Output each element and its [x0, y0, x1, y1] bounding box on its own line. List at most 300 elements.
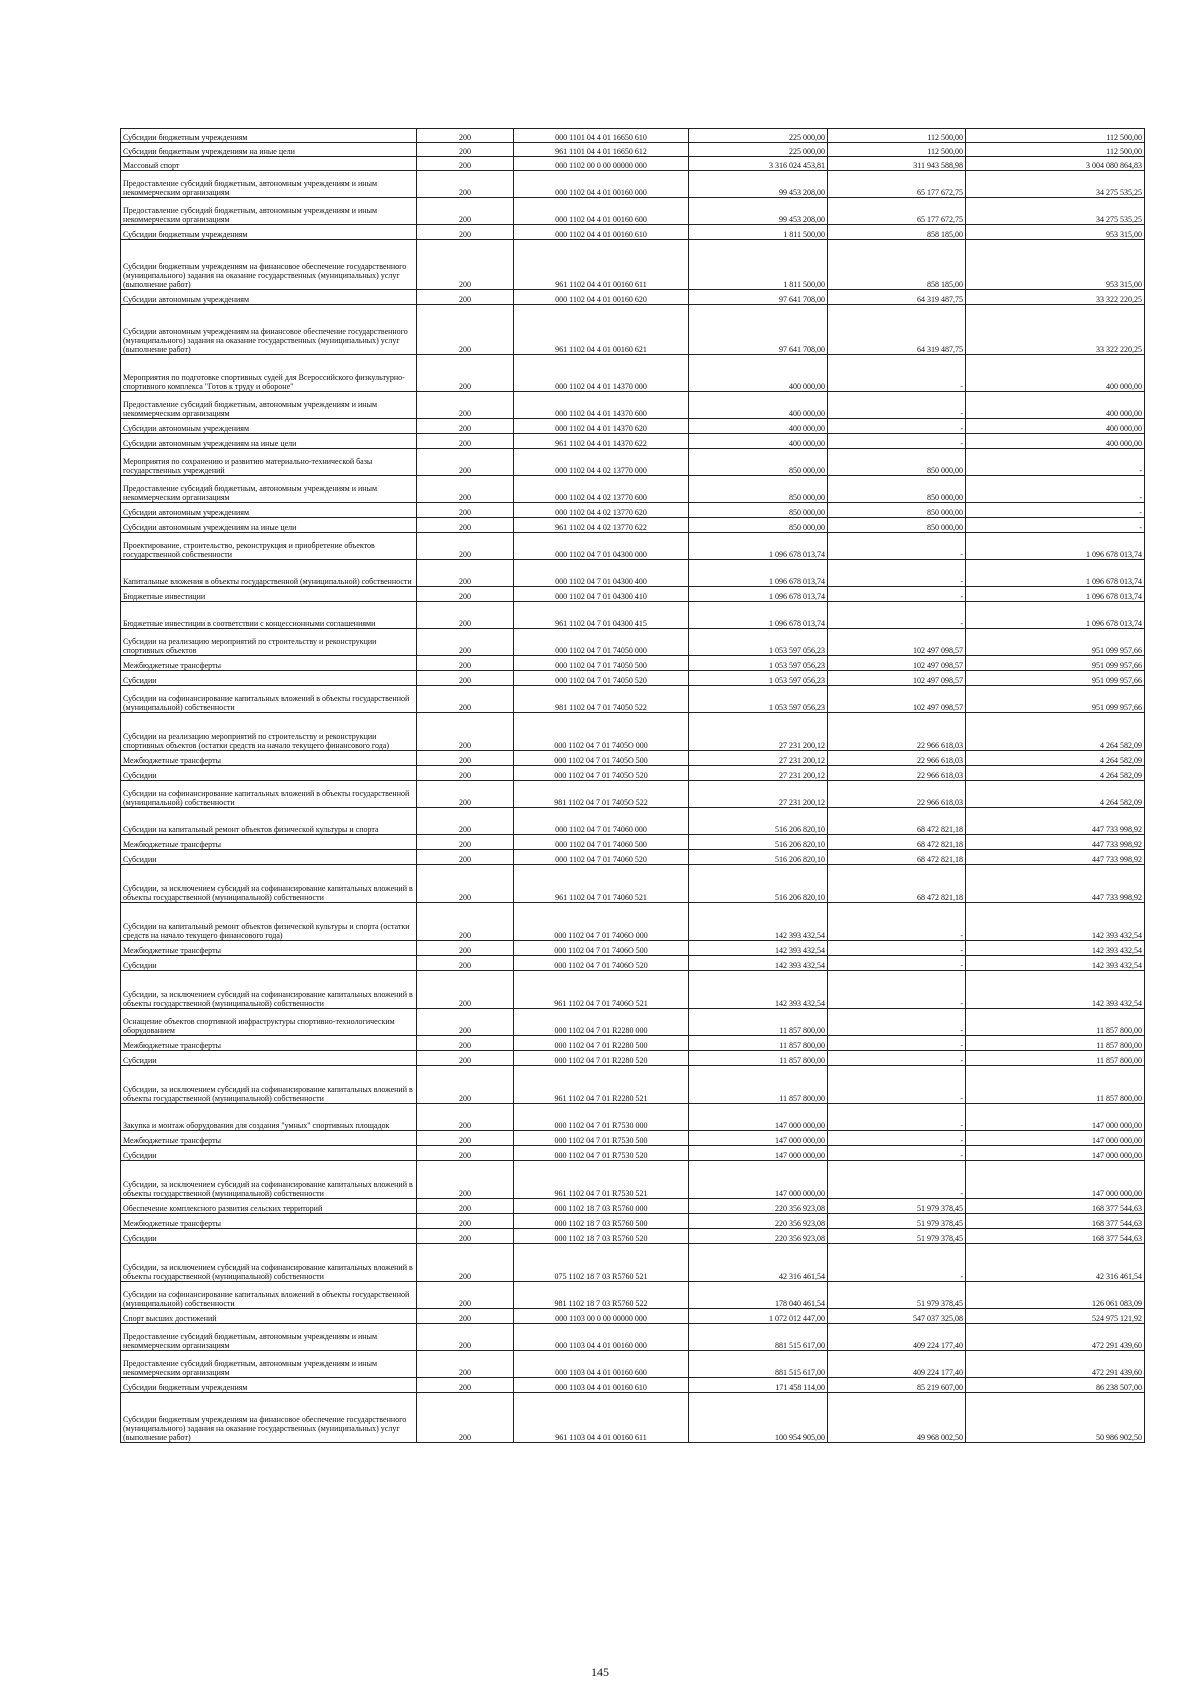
row-executed-amount: 102 497 098,57: [828, 671, 966, 686]
row-budget-code: 961 1102 04 7 01 74060 521: [514, 865, 689, 903]
row-budget-code: 000 1103 04 4 01 00160 610: [514, 1378, 689, 1393]
row-budget-code: 000 1102 04 4 01 14370 000: [514, 355, 689, 392]
row-line-code: 200: [417, 686, 514, 713]
row-executed-amount: 65 177 672,75: [828, 171, 966, 198]
table-row: [121, 305, 1145, 355]
table-row: [121, 602, 1145, 629]
row-budget-code: 000 1102 04 7 01 74050 500: [514, 656, 689, 671]
row-remaining-amount: 126 061 083,09: [966, 1282, 1145, 1309]
row-remaining-amount: 951 099 957,66: [966, 671, 1145, 686]
row-remaining-amount: 400 000,00: [966, 419, 1145, 434]
row-remaining-amount: 3 004 080 864,83: [966, 157, 1145, 171]
row-name: Субсидии бюджетным учреждениям на иные цели: [121, 143, 417, 157]
row-executed-amount: 102 497 098,57: [828, 629, 966, 656]
row-executed-amount: -: [828, 971, 966, 1009]
row-line-code: 200: [417, 1229, 514, 1244]
row-executed-amount: 850 000,00: [828, 503, 966, 518]
row-name: Мероприятия по подготовке спортивных судей для Всероссийского физкультурно-спортивного комплекса "Готов к труду и обороне": [121, 355, 417, 392]
row-executed-amount: 112 500,00: [828, 143, 966, 157]
row-approved-amount: 1 053 597 056,23: [689, 629, 828, 656]
row-budget-code: 000 1102 18 7 03 R5760 520: [514, 1229, 689, 1244]
row-remaining-amount: 400 000,00: [966, 434, 1145, 449]
row-remaining-amount: -: [966, 518, 1145, 533]
row-line-code: 200: [417, 171, 514, 198]
row-budget-code: 961 1102 04 4 01 14370 622: [514, 434, 689, 449]
row-name: Субсидии на софинансирование капитальных вложений в объекты государственной (муниципальной) собственности: [121, 1282, 417, 1309]
row-executed-amount: -: [828, 1066, 966, 1104]
row-name: Обеспечение комплексного развития сельских территорий: [121, 1199, 417, 1214]
row-executed-amount: 68 472 821,18: [828, 865, 966, 903]
row-line-code: 200: [417, 1244, 514, 1282]
row-name: Субсидии бюджетным учреждениям на финансовое обеспечение государственного (муниципального) задания на оказание государственных (муниципальных) услуг (выполнение работ): [121, 1393, 417, 1443]
table-row: [121, 1214, 1145, 1229]
row-budget-code: 000 1102 04 7 01 R7530 500: [514, 1131, 689, 1146]
row-line-code: 200: [417, 129, 514, 143]
row-approved-amount: 3 316 024 453,81: [689, 157, 828, 171]
table-row: [121, 171, 1145, 198]
row-name: Субсидии, за исключением субсидий на софинансирование капитальных вложений в объекты государственной (муниципальной) собственности: [121, 1066, 417, 1104]
table-row: [121, 808, 1145, 835]
row-executed-amount: 850 000,00: [828, 476, 966, 503]
row-line-code: 200: [417, 1009, 514, 1036]
row-remaining-amount: 33 322 220,25: [966, 305, 1145, 355]
table-row: [121, 686, 1145, 713]
row-executed-amount: -: [828, 1244, 966, 1282]
table-row: [121, 1244, 1145, 1282]
row-executed-amount: 22 966 618,03: [828, 751, 966, 766]
row-executed-amount: 51 979 378,45: [828, 1229, 966, 1244]
row-line-code: 200: [417, 503, 514, 518]
row-executed-amount: 51 979 378,45: [828, 1199, 966, 1214]
row-line-code: 200: [417, 850, 514, 865]
row-approved-amount: 516 206 820,10: [689, 850, 828, 865]
row-approved-amount: 516 206 820,10: [689, 865, 828, 903]
table-row: [121, 1351, 1145, 1378]
row-remaining-amount: 34 275 535,25: [966, 198, 1145, 225]
row-approved-amount: 97 641 708,00: [689, 290, 828, 305]
row-line-code: 200: [417, 835, 514, 850]
row-approved-amount: 850 000,00: [689, 449, 828, 476]
row-approved-amount: 142 393 432,54: [689, 956, 828, 971]
row-budget-code: 961 1102 04 7 01 04300 415: [514, 602, 689, 629]
row-executed-amount: -: [828, 419, 966, 434]
row-remaining-amount: 11 857 800,00: [966, 1009, 1145, 1036]
row-budget-code: 000 1103 04 4 01 00160 600: [514, 1351, 689, 1378]
row-remaining-amount: 953 315,00: [966, 240, 1145, 290]
row-executed-amount: -: [828, 560, 966, 587]
row-approved-amount: 1 096 678 013,74: [689, 602, 828, 629]
row-approved-amount: 142 393 432,54: [689, 941, 828, 956]
row-line-code: 200: [417, 1146, 514, 1161]
row-name: Межбюджетные трансферты: [121, 1036, 417, 1051]
row-line-code: 200: [417, 419, 514, 434]
table-row: [121, 671, 1145, 686]
table-row: [121, 198, 1145, 225]
row-budget-code: 000 1102 04 4 01 14370 600: [514, 392, 689, 419]
row-line-code: 200: [417, 560, 514, 587]
row-executed-amount: 64 319 487,75: [828, 305, 966, 355]
row-executed-amount: 68 472 821,18: [828, 850, 966, 865]
table-row: [121, 629, 1145, 656]
table-row: [121, 971, 1145, 1009]
row-approved-amount: 225 000,00: [689, 129, 828, 143]
row-approved-amount: 516 206 820,10: [689, 835, 828, 850]
row-name: Субсидии на софинансирование капитальных вложений в объекты государственной (муниципальной) собственности: [121, 781, 417, 808]
row-approved-amount: 27 231 200,12: [689, 713, 828, 751]
row-approved-amount: 147 000 000,00: [689, 1131, 828, 1146]
table-row: [121, 587, 1145, 602]
row-name: Субсидии, за исключением субсидий на софинансирование капитальных вложений в объекты государственной (муниципальной) собственности: [121, 1244, 417, 1282]
table-row: [121, 903, 1145, 941]
row-approved-amount: 178 040 461,54: [689, 1282, 828, 1309]
table-row: [121, 1309, 1145, 1324]
row-remaining-amount: 86 238 507,00: [966, 1378, 1145, 1393]
row-remaining-amount: 42 316 461,54: [966, 1244, 1145, 1282]
table-row: [121, 1066, 1145, 1104]
row-approved-amount: 99 453 208,00: [689, 198, 828, 225]
row-line-code: 200: [417, 1309, 514, 1324]
table-row: [121, 751, 1145, 766]
row-executed-amount: -: [828, 355, 966, 392]
row-remaining-amount: 112 500,00: [966, 143, 1145, 157]
table-row: [121, 956, 1145, 971]
row-name: Субсидии бюджетным учреждениям: [121, 225, 417, 240]
row-name: Предоставление субсидий бюджетным, автономным учреждениям и иным некоммерческим организациям: [121, 392, 417, 419]
row-executed-amount: 51 979 378,45: [828, 1214, 966, 1229]
row-remaining-amount: 4 264 582,09: [966, 781, 1145, 808]
row-line-code: 200: [417, 751, 514, 766]
row-budget-code: 000 1102 04 4 02 13770 600: [514, 476, 689, 503]
budget-table-body: [121, 129, 1145, 1443]
row-budget-code: 000 1103 04 4 01 00160 000: [514, 1324, 689, 1351]
row-name: Субсидии: [121, 1229, 417, 1244]
row-budget-code: 000 1102 04 7 01 7406О 500: [514, 941, 689, 956]
row-remaining-amount: 168 377 544,63: [966, 1199, 1145, 1214]
row-budget-code: 981 1102 04 7 01 74050 522: [514, 686, 689, 713]
row-line-code: 200: [417, 1131, 514, 1146]
row-executed-amount: -: [828, 392, 966, 419]
row-executed-amount: -: [828, 1146, 966, 1161]
row-name: Субсидии на реализацию мероприятий по строительству и реконструкции спортивных объектов: [121, 629, 417, 656]
row-line-code: 200: [417, 198, 514, 225]
row-executed-amount: 85 219 607,00: [828, 1378, 966, 1393]
row-budget-code: 075 1102 18 7 03 R5760 521: [514, 1244, 689, 1282]
row-line-code: 200: [417, 766, 514, 781]
row-budget-code: 000 1102 04 7 01 7405О 500: [514, 751, 689, 766]
row-budget-code: 000 1102 04 7 01 R2280 520: [514, 1051, 689, 1066]
row-approved-amount: 27 231 200,12: [689, 781, 828, 808]
row-name: Субсидии: [121, 850, 417, 865]
row-name: Субсидии: [121, 956, 417, 971]
row-name: Субсидии, за исключением субсидий на софинансирование капитальных вложений в объекты государственной (муниципальной) собственности: [121, 865, 417, 903]
row-remaining-amount: 33 322 220,25: [966, 290, 1145, 305]
row-approved-amount: 1 096 678 013,74: [689, 560, 828, 587]
row-executed-amount: 68 472 821,18: [828, 808, 966, 835]
table-row: [121, 656, 1145, 671]
row-name: Субсидии автономным учреждениям на иные цели: [121, 518, 417, 533]
table-row: [121, 941, 1145, 956]
row-remaining-amount: 11 857 800,00: [966, 1036, 1145, 1051]
row-executed-amount: 102 497 098,57: [828, 656, 966, 671]
row-executed-amount: 409 224 177,40: [828, 1351, 966, 1378]
row-line-code: 200: [417, 225, 514, 240]
row-name: Закупка и монтаж оборудования для создания "умных" спортивных площадок: [121, 1104, 417, 1131]
row-remaining-amount: 147 000 000,00: [966, 1146, 1145, 1161]
table-row: [121, 1229, 1145, 1244]
table-row: [121, 1036, 1145, 1051]
row-name: Субсидии бюджетным учреждениям: [121, 129, 417, 143]
row-line-code: 200: [417, 1161, 514, 1199]
row-approved-amount: 881 515 617,00: [689, 1324, 828, 1351]
row-line-code: 200: [417, 713, 514, 751]
table-row: [121, 1199, 1145, 1214]
row-budget-code: 000 1102 04 7 01 74050 000: [514, 629, 689, 656]
row-line-code: 200: [417, 1214, 514, 1229]
row-line-code: 200: [417, 1199, 514, 1214]
row-budget-code: 961 1101 04 4 01 16650 612: [514, 143, 689, 157]
table-row: [121, 1161, 1145, 1199]
row-approved-amount: 100 954 905,00: [689, 1393, 828, 1443]
row-line-code: 200: [417, 290, 514, 305]
row-name: Субсидии на капитальный ремонт объектов физической культуры и спорта (остатки средств на начало текущего финансового года): [121, 903, 417, 941]
row-budget-code: 000 1102 04 4 02 13770 000: [514, 449, 689, 476]
row-name: Предоставление субсидий бюджетным, автономным учреждениям и иным некоммерческим организациям: [121, 1324, 417, 1351]
row-name: Субсидии автономным учреждениям: [121, 290, 417, 305]
table-row: [121, 1378, 1145, 1393]
table-row: [121, 850, 1145, 865]
row-executed-amount: -: [828, 587, 966, 602]
row-remaining-amount: 400 000,00: [966, 392, 1145, 419]
row-remaining-amount: 1 096 678 013,74: [966, 587, 1145, 602]
table-row: [121, 781, 1145, 808]
row-line-code: 200: [417, 392, 514, 419]
row-remaining-amount: 168 377 544,63: [966, 1214, 1145, 1229]
row-name: Субсидии: [121, 671, 417, 686]
row-line-code: 200: [417, 971, 514, 1009]
row-approved-amount: 11 857 800,00: [689, 1009, 828, 1036]
row-executed-amount: -: [828, 1131, 966, 1146]
table-row: [121, 1104, 1145, 1131]
row-approved-amount: 42 316 461,54: [689, 1244, 828, 1282]
row-executed-amount: 311 943 588,98: [828, 157, 966, 171]
table-row: [121, 240, 1145, 290]
row-line-code: 200: [417, 1393, 514, 1443]
row-name: Субсидии автономным учреждениям: [121, 503, 417, 518]
row-name: Массовый спорт: [121, 157, 417, 171]
row-name: Межбюджетные трансферты: [121, 1131, 417, 1146]
row-budget-code: 961 1102 04 4 02 13770 622: [514, 518, 689, 533]
row-budget-code: 961 1102 04 4 01 00160 611: [514, 240, 689, 290]
row-remaining-amount: 447 733 998,92: [966, 835, 1145, 850]
row-budget-code: 000 1102 04 7 01 7405О 520: [514, 766, 689, 781]
table-row: [121, 503, 1145, 518]
row-budget-code: 000 1102 04 7 01 04300 400: [514, 560, 689, 587]
table-row: [121, 1051, 1145, 1066]
row-remaining-amount: 951 099 957,66: [966, 629, 1145, 656]
row-remaining-amount: 147 000 000,00: [966, 1131, 1145, 1146]
row-remaining-amount: 168 377 544,63: [966, 1229, 1145, 1244]
row-executed-amount: 22 966 618,03: [828, 781, 966, 808]
row-name: Межбюджетные трансферты: [121, 656, 417, 671]
row-line-code: 200: [417, 903, 514, 941]
row-remaining-amount: 1 096 678 013,74: [966, 560, 1145, 587]
row-name: Спорт высших достижений: [121, 1309, 417, 1324]
row-approved-amount: 220 356 923,08: [689, 1229, 828, 1244]
row-line-code: 200: [417, 781, 514, 808]
row-remaining-amount: 951 099 957,66: [966, 686, 1145, 713]
row-approved-amount: 516 206 820,10: [689, 808, 828, 835]
row-budget-code: 000 1102 04 4 02 13770 620: [514, 503, 689, 518]
row-name: Межбюджетные трансферты: [121, 941, 417, 956]
row-remaining-amount: 11 857 800,00: [966, 1051, 1145, 1066]
row-line-code: 200: [417, 956, 514, 971]
row-approved-amount: 11 857 800,00: [689, 1036, 828, 1051]
table-row: [121, 449, 1145, 476]
row-budget-code: 000 1103 00 0 00 00000 000: [514, 1309, 689, 1324]
row-remaining-amount: 112 500,00: [966, 129, 1145, 143]
row-line-code: 200: [417, 587, 514, 602]
row-line-code: 200: [417, 476, 514, 503]
row-remaining-amount: 4 264 582,09: [966, 713, 1145, 751]
row-name: Субсидии автономным учреждениям на финансовое обеспечение государственного (муниципального) задания на оказание государственных (муниципальных) услуг (выполнение работ): [121, 305, 417, 355]
row-approved-amount: 99 453 208,00: [689, 171, 828, 198]
row-budget-code: 000 1102 04 7 01 7406О 000: [514, 903, 689, 941]
row-line-code: 200: [417, 1324, 514, 1351]
row-budget-code: 000 1102 04 4 01 00160 000: [514, 171, 689, 198]
row-budget-code: 000 1102 04 7 01 04300 000: [514, 533, 689, 560]
row-name: Межбюджетные трансферты: [121, 1214, 417, 1229]
row-executed-amount: 22 966 618,03: [828, 713, 966, 751]
row-name: Предоставление субсидий бюджетным, автономным учреждениям и иным некоммерческим организациям: [121, 476, 417, 503]
row-budget-code: 961 1102 04 4 01 00160 621: [514, 305, 689, 355]
row-name: Субсидии, за исключением субсидий на софинансирование капитальных вложений в объекты государственной (муниципальной) собственности: [121, 1161, 417, 1199]
row-executed-amount: 850 000,00: [828, 518, 966, 533]
table-row: [121, 835, 1145, 850]
row-approved-amount: 881 515 617,00: [689, 1351, 828, 1378]
row-approved-amount: 220 356 923,08: [689, 1199, 828, 1214]
row-remaining-amount: 142 393 432,54: [966, 903, 1145, 941]
row-line-code: 200: [417, 671, 514, 686]
row-remaining-amount: 142 393 432,54: [966, 971, 1145, 1009]
row-approved-amount: 850 000,00: [689, 518, 828, 533]
table-row: [121, 518, 1145, 533]
row-approved-amount: 400 000,00: [689, 392, 828, 419]
table-row: [121, 560, 1145, 587]
row-executed-amount: 22 966 618,03: [828, 766, 966, 781]
row-budget-code: 000 1102 00 0 00 00000 000: [514, 157, 689, 171]
row-remaining-amount: 951 099 957,66: [966, 656, 1145, 671]
row-budget-code: 000 1102 04 7 01 R7530 000: [514, 1104, 689, 1131]
row-remaining-amount: 142 393 432,54: [966, 956, 1145, 971]
row-budget-code: 000 1101 04 4 01 16650 610: [514, 129, 689, 143]
row-remaining-amount: 447 733 998,92: [966, 850, 1145, 865]
table-row: [121, 355, 1145, 392]
row-line-code: 200: [417, 865, 514, 903]
row-approved-amount: 147 000 000,00: [689, 1146, 828, 1161]
table-row: [121, 766, 1145, 781]
row-remaining-amount: 953 315,00: [966, 225, 1145, 240]
row-remaining-amount: 1 096 678 013,74: [966, 533, 1145, 560]
table-row: [121, 419, 1145, 434]
row-approved-amount: 850 000,00: [689, 476, 828, 503]
row-approved-amount: 142 393 432,54: [689, 903, 828, 941]
row-name: Межбюджетные трансферты: [121, 751, 417, 766]
row-executed-amount: -: [828, 1161, 966, 1199]
row-budget-code: 000 1102 04 7 01 R7530 520: [514, 1146, 689, 1161]
row-remaining-amount: 4 264 582,09: [966, 751, 1145, 766]
row-line-code: 200: [417, 808, 514, 835]
row-budget-code: 961 1102 04 7 01 7406О 521: [514, 971, 689, 1009]
row-name: Субсидии на капитальный ремонт объектов физической культуры и спорта: [121, 808, 417, 835]
row-line-code: 200: [417, 656, 514, 671]
row-budget-code: 000 1102 04 7 01 R2280 500: [514, 1036, 689, 1051]
row-line-code: 200: [417, 602, 514, 629]
table-row: [121, 865, 1145, 903]
row-remaining-amount: -: [966, 476, 1145, 503]
row-budget-code: 000 1102 04 4 01 00160 620: [514, 290, 689, 305]
row-name: Предоставление субсидий бюджетным, автономным учреждениям и иным некоммерческим организациям: [121, 1351, 417, 1378]
row-budget-code: 000 1102 18 7 03 R5760 000: [514, 1199, 689, 1214]
row-remaining-amount: 400 000,00: [966, 355, 1145, 392]
row-budget-code: 000 1102 04 4 01 14370 620: [514, 419, 689, 434]
row-name: Субсидии, за исключением субсидий на софинансирование капитальных вложений в объекты государственной (муниципальной) собственности: [121, 971, 417, 1009]
row-line-code: 200: [417, 518, 514, 533]
row-name: Субсидии на реализацию мероприятий по строительству и реконструкции спортивных объектов (остатки средств на начало текущего финансового года): [121, 713, 417, 751]
row-line-code: 200: [417, 941, 514, 956]
row-line-code: 200: [417, 533, 514, 560]
row-approved-amount: 1 811 500,00: [689, 225, 828, 240]
row-executed-amount: 65 177 672,75: [828, 198, 966, 225]
row-executed-amount: 102 497 098,57: [828, 686, 966, 713]
row-remaining-amount: -: [966, 449, 1145, 476]
row-name: Проектирование, строительство, реконструкция и приобретение объектов государственной собственности: [121, 533, 417, 560]
row-approved-amount: 1 053 597 056,23: [689, 686, 828, 713]
row-line-code: 200: [417, 355, 514, 392]
row-remaining-amount: 472 291 439,60: [966, 1351, 1145, 1378]
row-executed-amount: -: [828, 434, 966, 449]
row-budget-code: 961 1103 04 4 01 00160 611: [514, 1393, 689, 1443]
row-approved-amount: 147 000 000,00: [689, 1161, 828, 1199]
row-budget-code: 000 1102 04 7 01 74060 000: [514, 808, 689, 835]
row-line-code: 200: [417, 449, 514, 476]
table-row: [121, 1146, 1145, 1161]
row-executed-amount: 858 185,00: [828, 240, 966, 290]
table-row: [121, 392, 1145, 419]
table-row: [121, 1131, 1145, 1146]
row-approved-amount: 400 000,00: [689, 355, 828, 392]
row-line-code: 200: [417, 1051, 514, 1066]
row-approved-amount: 225 000,00: [689, 143, 828, 157]
row-budget-code: 000 1102 18 7 03 R5760 500: [514, 1214, 689, 1229]
row-remaining-amount: 447 733 998,92: [966, 865, 1145, 903]
row-executed-amount: -: [828, 941, 966, 956]
row-approved-amount: 1 072 012 447,00: [689, 1309, 828, 1324]
row-line-code: 200: [417, 1104, 514, 1131]
row-line-code: 200: [417, 305, 514, 355]
row-budget-code: 000 1102 04 7 01 7406О 520: [514, 956, 689, 971]
row-name: Субсидии автономным учреждениям: [121, 419, 417, 434]
row-executed-amount: -: [828, 1104, 966, 1131]
row-approved-amount: 11 857 800,00: [689, 1051, 828, 1066]
table-row: [121, 1393, 1145, 1443]
row-approved-amount: 400 000,00: [689, 434, 828, 449]
row-line-code: 200: [417, 143, 514, 157]
row-executed-amount: -: [828, 533, 966, 560]
row-approved-amount: 11 857 800,00: [689, 1066, 828, 1104]
row-name: Капитальные вложения в объекты государственной (муниципальной) собственности: [121, 560, 417, 587]
table-row: [121, 225, 1145, 240]
row-executed-amount: -: [828, 1036, 966, 1051]
